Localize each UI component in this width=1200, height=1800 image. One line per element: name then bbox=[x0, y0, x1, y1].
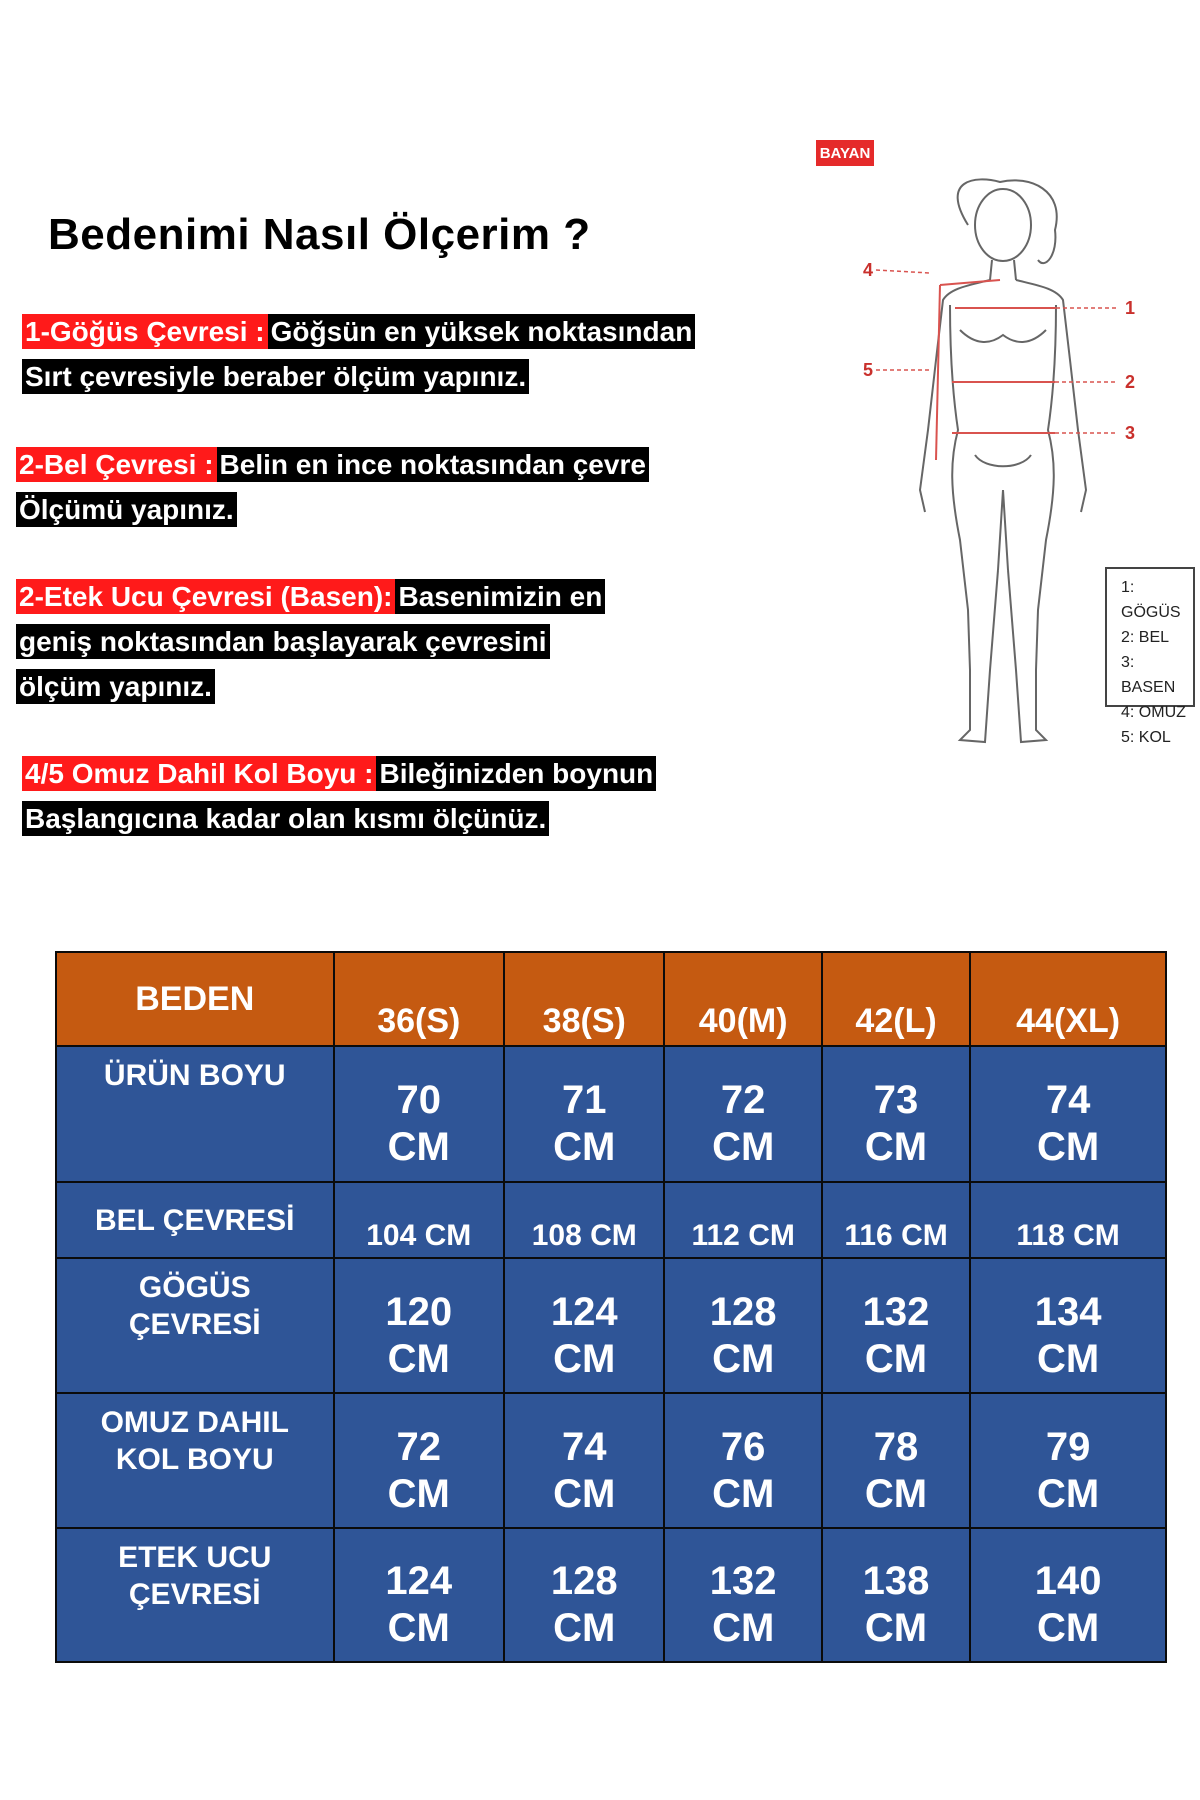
size-table bbox=[55, 951, 1167, 1663]
table-cell: 74 CM bbox=[970, 1046, 1166, 1182]
legend-item: 4: OMUZ bbox=[1121, 704, 1186, 721]
table-row bbox=[56, 1258, 1166, 1393]
column-header: 36(S) bbox=[334, 952, 505, 1046]
marker-5: 5 bbox=[863, 360, 874, 380]
legend-item: 1: GÖGÜS bbox=[1121, 579, 1181, 621]
legend-item: 2: BEL bbox=[1121, 629, 1170, 646]
instruction-hip-text-3: ölçüm yapınız. bbox=[16, 669, 215, 704]
table-cell: 138 CM bbox=[822, 1528, 970, 1662]
instruction-hip-text-2: geniş noktasından başlayarak çevresini bbox=[16, 624, 550, 659]
instruction-sleeve-label: 4/5 Omuz Dahil Kol Boyu : bbox=[22, 756, 376, 791]
table-cell: 104 CM bbox=[334, 1182, 505, 1258]
instruction-chest-text-2: Sırt çevresiyle beraber ölçüm yapınız. bbox=[22, 359, 529, 394]
instruction-waist-text: Belin en ince noktasından çevre bbox=[217, 447, 649, 482]
table-cell: 72 CM bbox=[664, 1046, 821, 1182]
column-header: BEDEN bbox=[56, 952, 334, 1046]
legend-item: 5: KOL bbox=[1121, 729, 1171, 746]
body-measurement-figure bbox=[800, 130, 1200, 790]
table-cell: 78 CM bbox=[822, 1393, 970, 1528]
row-label: ETEK UCU ÇEVRESİ bbox=[56, 1528, 334, 1662]
gender-badge: BAYAN bbox=[816, 140, 874, 166]
table-cell: 79 CM bbox=[970, 1393, 1166, 1528]
marker-2: 2 bbox=[1125, 372, 1136, 392]
table-cell: 124 CM bbox=[504, 1258, 664, 1393]
instruction-sleeve-text: Bileğinizden boynun bbox=[376, 756, 656, 791]
table-cell: 124 CM bbox=[334, 1528, 505, 1662]
row-label: BEL ÇEVRESİ bbox=[56, 1182, 334, 1258]
row-label: GÖGÜS ÇEVRESİ bbox=[56, 1258, 334, 1393]
table-cell: 128 CM bbox=[664, 1258, 821, 1393]
instruction-chest-label: 1-Göğüs Çevresi : bbox=[22, 314, 268, 349]
table-cell: 72 CM bbox=[334, 1393, 505, 1528]
table-cell: 132 CM bbox=[822, 1258, 970, 1393]
instruction-hip bbox=[16, 574, 605, 709]
table-cell: 73 CM bbox=[822, 1046, 970, 1182]
table-cell: 112 CM bbox=[664, 1182, 821, 1258]
marker-3: 3 bbox=[1125, 423, 1136, 443]
table-cell: 118 CM bbox=[970, 1182, 1166, 1258]
table-cell: 120 CM bbox=[334, 1258, 505, 1393]
row-label: OMUZ DAHIL KOL BOYU bbox=[56, 1393, 334, 1528]
measurement-legend bbox=[1105, 567, 1195, 746]
table-cell: 71 CM bbox=[504, 1046, 664, 1182]
column-header: 38(S) bbox=[504, 952, 664, 1046]
instruction-hip-text: Basenimizin en bbox=[395, 579, 605, 614]
column-header: 42(L) bbox=[822, 952, 970, 1046]
table-cell: 76 CM bbox=[664, 1393, 821, 1528]
table-cell: 74 CM bbox=[504, 1393, 664, 1528]
table-cell: 116 CM bbox=[822, 1182, 970, 1258]
instruction-waist-label: 2-Bel Çevresi : bbox=[16, 447, 217, 482]
marker-4: 4 bbox=[863, 260, 874, 280]
table-cell: 108 CM bbox=[504, 1182, 664, 1258]
marker-1: 1 bbox=[1125, 298, 1136, 318]
table-row bbox=[56, 1046, 1166, 1182]
instruction-chest-text: Göğsün en yüksek noktasından bbox=[268, 314, 696, 349]
table-cell: 70 CM bbox=[334, 1046, 505, 1182]
table-cell: 134 CM bbox=[970, 1258, 1166, 1393]
page-title: Bedenimi Nasıl Ölçerim ? bbox=[48, 210, 591, 259]
instruction-chest bbox=[22, 309, 695, 399]
row-label: ÜRÜN BOYU bbox=[56, 1046, 334, 1182]
column-header: 44(XL) bbox=[970, 952, 1166, 1046]
legend-item: 3: BASEN bbox=[1121, 654, 1176, 696]
table-row bbox=[56, 1528, 1166, 1662]
instruction-waist bbox=[16, 442, 649, 532]
table-row bbox=[56, 1393, 1166, 1528]
instruction-sleeve bbox=[22, 751, 656, 841]
table-cell: 140 CM bbox=[970, 1528, 1166, 1662]
table-row bbox=[56, 1182, 1166, 1258]
instruction-sleeve-text-2: Başlangıcına kadar olan kısmı ölçünüz. bbox=[22, 801, 549, 836]
table-cell: 128 CM bbox=[504, 1528, 664, 1662]
instruction-waist-text-2: Ölçümü yapınız. bbox=[16, 492, 237, 527]
table-cell: 132 CM bbox=[664, 1528, 821, 1662]
instruction-hip-label: 2-Etek Ucu Çevresi (Basen): bbox=[16, 579, 395, 614]
column-header: 40(M) bbox=[664, 952, 821, 1046]
table-header-row bbox=[56, 952, 1166, 1046]
